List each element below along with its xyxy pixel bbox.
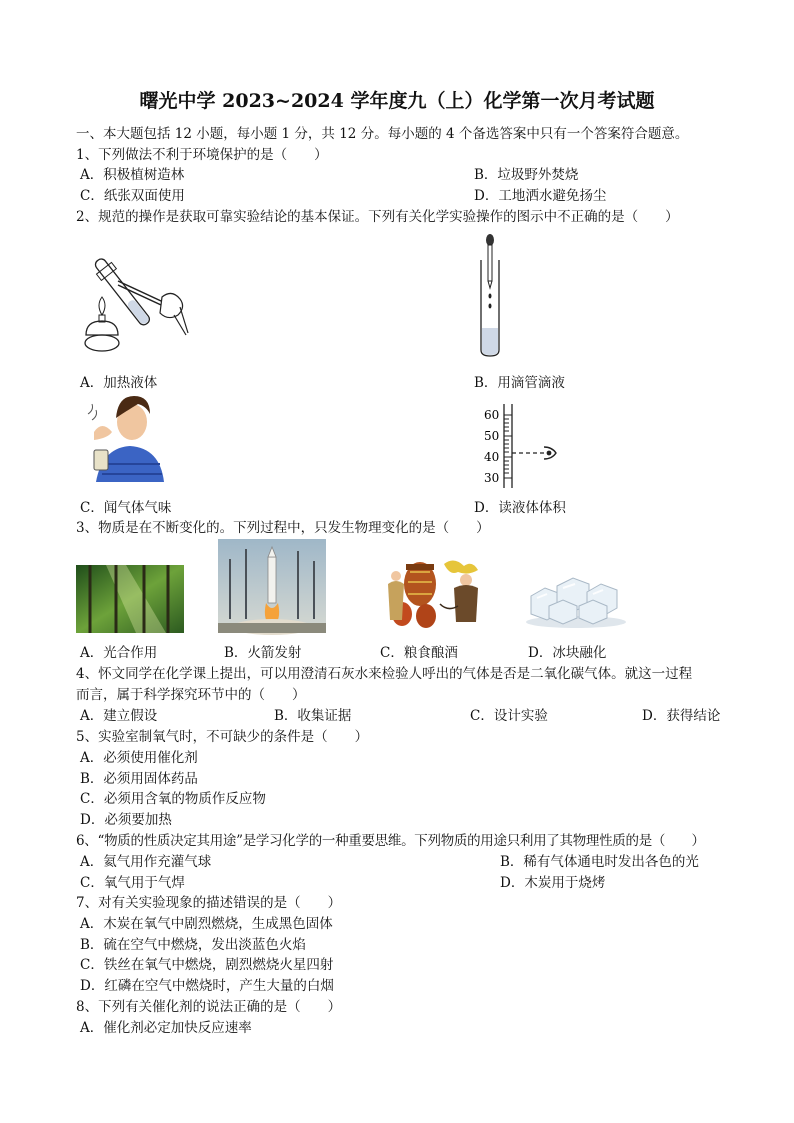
q4-option-b: B．收集证据: [274, 708, 352, 724]
q1-option-b: B．垃圾野外焚烧: [474, 167, 579, 183]
graduated-cylinder-figure: [482, 404, 562, 488]
q4-option-d: D．获得结论: [642, 708, 721, 724]
q6-option-b: B．稀有气体通电时发出各色的光: [500, 854, 699, 870]
q3-option-b: B．火箭发射: [224, 645, 302, 661]
q3-option-a: A．光合作用: [80, 645, 158, 661]
q8-stem: 8、下列有关催化剂的说法正确的是（ ）: [76, 999, 342, 1015]
rocket-launch-image: [218, 539, 326, 633]
q8-option-a: A．催化剂必定加快反应速率: [80, 1020, 252, 1036]
q1-option-a: A．积极植树造林: [80, 167, 185, 183]
q2-option-d: D．读液体体积: [474, 500, 566, 516]
q3-option-d: D．冰块融化: [528, 645, 607, 661]
q7-stem: 7、对有关实验现象的描述错误的是（ ）: [76, 895, 342, 911]
q4-option-a: A．建立假设: [80, 708, 158, 724]
q2-option-a: A．加热液体: [80, 375, 158, 391]
q6-option-a: A．氦气用作充灌气球: [80, 854, 212, 870]
q2-option-c: C．闻气体气味: [80, 500, 172, 516]
q5-stem: 5、实验室制氧气时，不可缺少的条件是（ ）: [76, 729, 369, 745]
ice-cubes-image: [523, 566, 629, 628]
q7-option-b: B．硫在空气中燃烧，发出淡蓝色火焰: [80, 937, 306, 953]
q4-option-c: C．设计实验: [470, 708, 548, 724]
tick-label-40: 40: [484, 450, 500, 464]
tick-label-60: 60: [484, 408, 500, 422]
q2-stem: 2、规范的操作是获取可靠实验结论的基本保证。下列有关化学实验操作的图示中不正确的是（ ）: [76, 209, 679, 225]
q7-option-d: D．红磷在空气中燃烧时，产生大量的白烟: [80, 978, 334, 994]
q6-stem: 6、“物质的性质决定其用途”是学习化学的一种重要思维。下列物质的用途只利用了其物理性质的是（ ）: [76, 833, 705, 849]
q4-stem-line1: 4、怀文同学在化学课上提出，可以用澄清石灰水来检验人呼出的气体是否是二氧化碳气体。就这一过程: [76, 666, 693, 682]
smelling-gas-figure: [80, 392, 176, 484]
q1-option-c: C．纸张双面使用: [80, 188, 185, 204]
heating-liquid-figure: [78, 235, 190, 357]
q6-option-c: C．氧气用于气焊: [80, 875, 185, 891]
tick-label-30: 30: [484, 471, 500, 485]
q2-option-b: B．用滴管滴液: [474, 375, 565, 391]
tick-label-50: 50: [484, 429, 500, 443]
section-header: 一、本大题包括 12 小题，每小题 1 分，共 12 分。每小题的 4 个备选答案中只有一个答案符合题意。: [76, 126, 689, 142]
q3-option-c: C．粮食酿酒: [380, 645, 458, 661]
forest-image: [76, 565, 184, 633]
q5-option-d: D．必须要加热: [80, 812, 172, 828]
q7-option-a: A．木炭在氧气中剧烈燃烧，生成黑色固体: [80, 916, 333, 932]
q5-option-c: C．必须用含氧的物质作反应物: [80, 791, 266, 807]
q6-option-d: D．木炭用于烧烤: [500, 875, 606, 891]
q5-option-a: A．必须使用催化剂: [80, 750, 198, 766]
q1-option-d: D．工地洒水避免扬尘: [474, 188, 607, 204]
q1-stem: 1、下列做法不利于环境保护的是（ ）: [76, 147, 328, 163]
q3-stem: 3、物质是在不断变化的。下列过程中，只发生物理变化的是（ ）: [76, 520, 490, 536]
q7-option-c: C．铁丝在氧气中燃烧，剧烈燃烧火星四射: [80, 957, 334, 973]
brewing-wine-image: [382, 554, 486, 630]
page-title: 曙光中学 2023~2024 学年度九（上）化学第一次月考试题: [139, 90, 655, 112]
q4-stem-line2: 而言，属于科学探究环节中的（ ）: [76, 687, 306, 703]
dropper-figure: [478, 232, 502, 358]
q5-option-b: B．必须用固体药品: [80, 771, 198, 787]
